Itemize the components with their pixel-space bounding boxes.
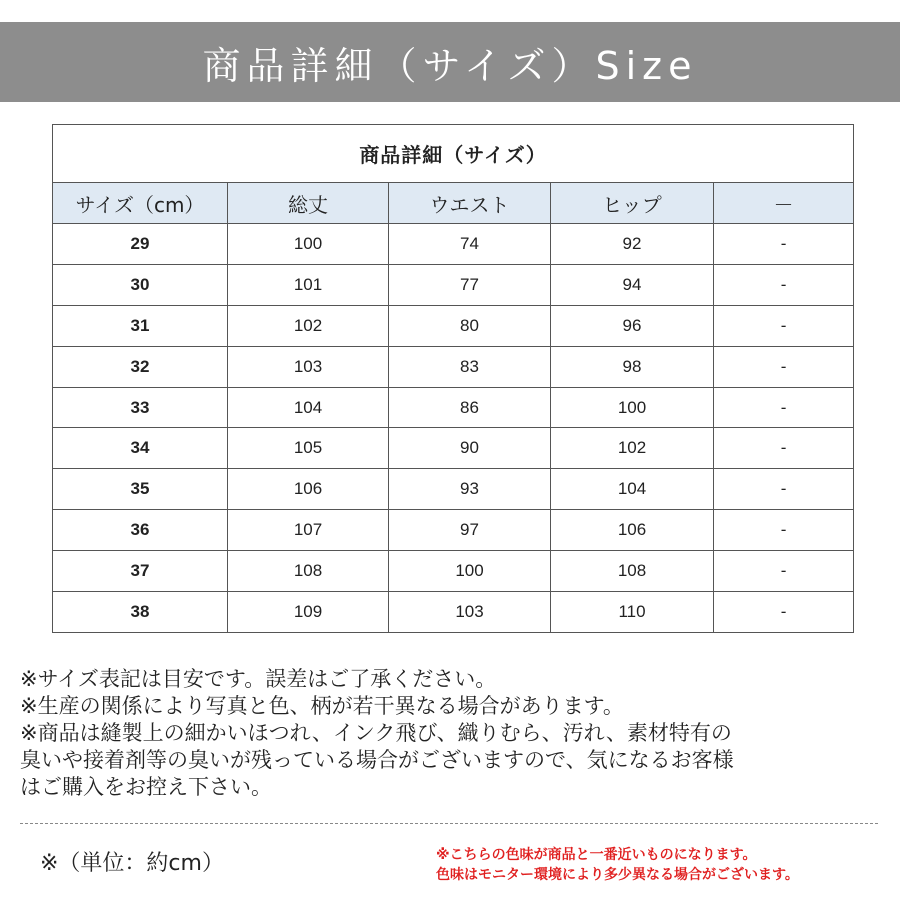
table-row xyxy=(53,305,854,346)
color-note-line: ※こちらの色味が商品と一番近いものになります。 xyxy=(436,847,757,863)
cell-size: 32 xyxy=(53,346,228,387)
cell-waist: 97 xyxy=(389,510,551,551)
size-table-container xyxy=(52,124,853,633)
cell-hip: 108 xyxy=(551,551,714,592)
cell-waist: 80 xyxy=(389,305,551,346)
cell-blank: - xyxy=(714,305,854,346)
cell-length: 107 xyxy=(228,510,389,551)
cell-hip: 104 xyxy=(551,469,714,510)
table-row xyxy=(53,551,854,592)
cell-blank: - xyxy=(714,224,854,265)
cell-hip: 94 xyxy=(551,264,714,305)
cell-length: 108 xyxy=(228,551,389,592)
note-line: はご購入をお控え下さい。 xyxy=(20,775,272,799)
color-notes xyxy=(436,845,799,885)
cell-waist: 103 xyxy=(389,592,551,633)
cell-length: 103 xyxy=(228,346,389,387)
table-row xyxy=(53,224,854,265)
table-row xyxy=(53,428,854,469)
cell-waist: 90 xyxy=(389,428,551,469)
table-row xyxy=(53,469,854,510)
cell-waist: 100 xyxy=(389,551,551,592)
banner-title: 商品詳細（サイズ）Size xyxy=(202,43,698,88)
cell-size: 35 xyxy=(53,469,228,510)
table-row xyxy=(53,264,854,305)
cell-hip: 102 xyxy=(551,428,714,469)
table-caption-row xyxy=(53,125,854,183)
table-row xyxy=(53,510,854,551)
cell-length: 109 xyxy=(228,592,389,633)
cell-hip: 92 xyxy=(551,224,714,265)
cell-hip: 100 xyxy=(551,387,714,428)
table-row xyxy=(53,592,854,633)
cell-length: 101 xyxy=(228,264,389,305)
cell-blank: - xyxy=(714,346,854,387)
cell-hip: 106 xyxy=(551,510,714,551)
cell-blank: - xyxy=(714,510,854,551)
table-caption: 商品詳細（サイズ） xyxy=(53,125,854,183)
cell-size: 33 xyxy=(53,387,228,428)
cell-waist: 93 xyxy=(389,469,551,510)
title-banner xyxy=(0,22,900,102)
cell-size: 30 xyxy=(53,264,228,305)
cell-blank: - xyxy=(714,264,854,305)
color-note-line: 色味はモニター環境により多少異なる場合がございます。 xyxy=(436,867,799,883)
header-length: 総丈 xyxy=(228,183,389,224)
cell-size: 29 xyxy=(53,224,228,265)
cell-hip: 110 xyxy=(551,592,714,633)
header-hip: ヒップ xyxy=(551,183,714,224)
header-waist: ウエスト xyxy=(389,183,551,224)
note-line: ※生産の関係により写真と色、柄が若干異なる場合があります。 xyxy=(20,694,624,718)
cell-blank: - xyxy=(714,428,854,469)
header-blank: － xyxy=(714,183,854,224)
cell-waist: 83 xyxy=(389,346,551,387)
cell-blank: - xyxy=(714,469,854,510)
unit-note: ※（単位：約cm） xyxy=(40,851,224,876)
cell-blank: - xyxy=(714,387,854,428)
cell-waist: 77 xyxy=(389,264,551,305)
cell-length: 106 xyxy=(228,469,389,510)
cell-hip: 96 xyxy=(551,305,714,346)
cell-size: 34 xyxy=(53,428,228,469)
note-line: ※商品は縫製上の細かいほつれ、インク飛び、織りむら、汚れ、素材特有の xyxy=(20,721,732,745)
table-header-row xyxy=(53,183,854,224)
cell-hip: 98 xyxy=(551,346,714,387)
cell-size: 31 xyxy=(53,305,228,346)
cell-size: 37 xyxy=(53,551,228,592)
cell-size: 36 xyxy=(53,510,228,551)
note-line: ※サイズ表記は目安です。誤差はご了承ください。 xyxy=(20,667,497,691)
table-row xyxy=(53,387,854,428)
notes-block xyxy=(20,666,890,801)
cell-length: 100 xyxy=(228,224,389,265)
header-size: サイズ（cm） xyxy=(53,183,228,224)
cell-blank: - xyxy=(714,592,854,633)
cell-length: 104 xyxy=(228,387,389,428)
size-table xyxy=(52,124,854,633)
note-line: 臭いや接着剤等の臭いが残っている場合がございますので、気になるお客様 xyxy=(20,748,734,772)
table-row xyxy=(53,346,854,387)
cell-blank: - xyxy=(714,551,854,592)
cell-waist: 74 xyxy=(389,224,551,265)
dashed-divider xyxy=(20,823,878,824)
cell-waist: 86 xyxy=(389,387,551,428)
table-body xyxy=(53,224,854,633)
cell-length: 105 xyxy=(228,428,389,469)
cell-size: 38 xyxy=(53,592,228,633)
cell-length: 102 xyxy=(228,305,389,346)
